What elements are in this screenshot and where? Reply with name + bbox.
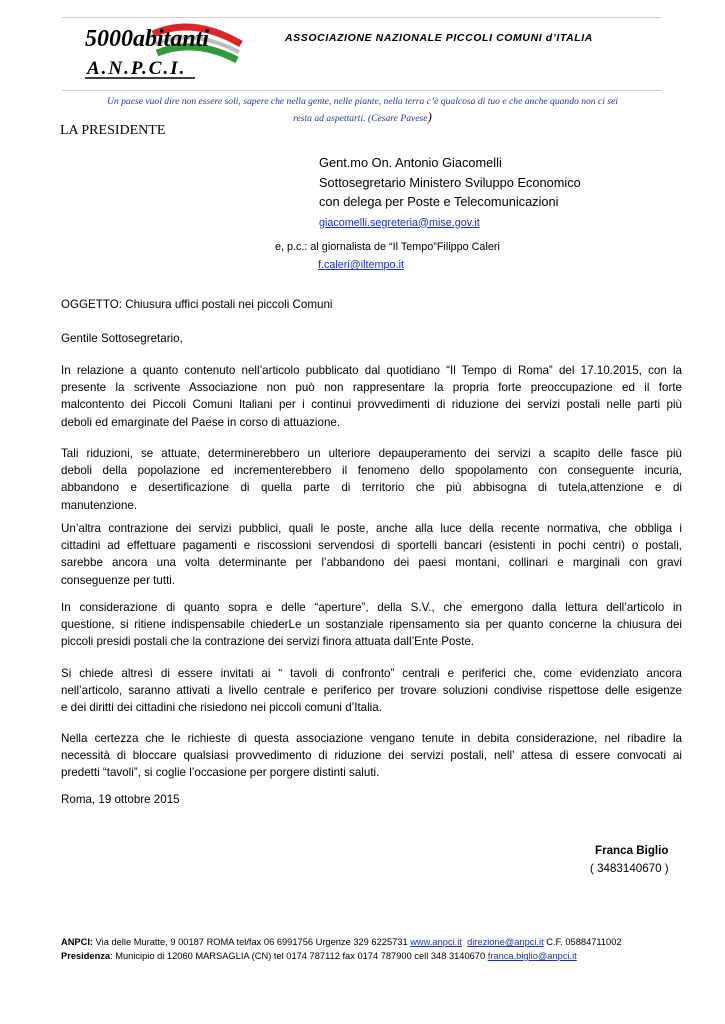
letter-date: Roma, 19 ottobre 2015: [61, 793, 180, 806]
paragraph-line: predetti “tavoli”, si coglie l’occasione per porgere distinti saluti.: [61, 766, 380, 780]
paragraph-1: [61, 362, 682, 431]
motto-paren: ): [427, 109, 432, 124]
paragraph-line: deboli ed emarginate del Paese in corso di attuazione.: [61, 415, 341, 429]
footer-website-link[interactable]: www.anpci.it: [410, 937, 462, 947]
paragraph-line: In considerazione di quanto sopra e delle “aperture”, della S.V., che emergono dalla lettura dell’articolo in: [61, 601, 682, 614]
footer-tax-code: C.F. 05884711002: [543, 937, 622, 947]
paragraph-line: malcontento dei Piccoli Comuni Italiani per i continui provvedimenti di riduzione dei servizi postali nelle parti più: [61, 398, 682, 412]
paragraph-line: questione, si ritiene indispensabile chiederLe un sostanziale ripensamento sia per quanto concerne la chiusura dei: [61, 618, 682, 632]
recipient-block: [319, 153, 581, 233]
footer-president-email-link[interactable]: franca.biglio@anpci.it: [487, 950, 577, 961]
paragraph-3: [61, 520, 682, 589]
footer-email-link[interactable]: direzione@anpci.it: [467, 937, 544, 947]
paragraph-line: Tali riduzioni, se attuate, determinerebbero un ulteriore depauperamento dei servizi a scapito delle fasce più: [61, 447, 682, 460]
paragraph-line: Nella certezza che le richieste di questa associazione vengano tenute in debita considerazione, nel ribadire la: [61, 732, 682, 745]
cc-label: e, p.c.: al giornalista de “Il Tempo”Filippo Caleri: [275, 241, 500, 253]
paragraph-line: e dei diritti dei cittadini che risiedono nei piccoli comuni d’Italia.: [61, 701, 382, 715]
paragraph-line: abbandono e desertificazione di quella parte di territorio che più abbisogna di tutela,attenzione e di: [61, 481, 682, 495]
motto-line-2: resta ad aspettarti. (Cesare Pavese: [293, 113, 428, 124]
footer-anpci-label: ANPCI:: [61, 937, 94, 947]
paragraph-line: Si chiede altresì di essere invitati ai “ tavoli di confronto” centrali e periferici che, come evidenziato ancora: [61, 667, 682, 680]
cc-block: [275, 238, 500, 274]
paragraph-line: cittadini ad effettuare pagamenti e riscossioni servendosi di sportelli bancari (esistenti in pochi centri) o postali,: [61, 539, 682, 553]
recipient-delegation: con delega per Poste e Telecomunicazioni: [319, 194, 559, 209]
paragraph-5: [61, 665, 682, 717]
signature-phone: ( 3483140670 ): [590, 861, 669, 875]
paragraph-line: In relazione a quanto contenuto nell’articolo pubblicato dal quotidiano “Il Tempo di Roma” del 17.10.2015, con la: [61, 364, 682, 377]
salutation: Gentile Sottosegretario,: [61, 332, 183, 345]
association-name: ASSOCIAZIONE NAZIONALE PICCOLI COMUNI d’ITALIA: [285, 32, 593, 44]
subject-line: OGGETTO: Chiusura uffici postali nei piccoli Comuni: [61, 298, 333, 311]
paragraph-line: deboli della popolazione ed incrementerebbero il fenomeno dello spopolamento con conseguente incuria,: [61, 464, 682, 478]
paragraph-4: [61, 599, 682, 651]
signature-block: [590, 842, 669, 877]
motto-quote: [60, 94, 665, 126]
logo-acronym: A.N.P.C.I.: [87, 58, 187, 79]
logo-number: 5000abitanti: [85, 26, 210, 52]
paragraph-line: nell’articolo, saranno attivati a livello centrale e periferico per trovare soluzioni condivise rispettose delle esigenze: [61, 684, 682, 698]
recipient-email-link[interactable]: giacomelli.segreteria@mise.gov.it: [319, 216, 480, 229]
cc-email-link[interactable]: f.caleri@iltempo.it: [318, 259, 404, 271]
footer-presidency-label: Presidenza: [61, 950, 111, 961]
footer-address: Via delle Muratte, 9 00187 ROMA tel/fax 06 6991756 Urgenze 329 6225731: [93, 937, 411, 947]
paragraph-line: piccoli presidi postali che la contrazione dei servizi finora attuata dall’Ente Poste.: [61, 635, 475, 649]
footer-line-2: [61, 950, 622, 964]
footer: [61, 936, 622, 964]
paragraph-line: Un’altra contrazione dei servizi pubblici, quali le poste, anche alla luce della recente normativa, che obbliga i: [61, 522, 682, 535]
motto-line-1: Un paese vuol dire non essere soli, sapere che nella gente, nelle piante, nella terra c’è qualcosa di tuo e che anche quando non ci sei: [106, 96, 618, 107]
paragraph-line: manutenzione.: [61, 498, 138, 512]
paragraph-2: [61, 445, 682, 514]
recipient-role: Sottosegretario Ministero Sviluppo Economico: [319, 174, 581, 190]
paragraph-line: necessità di bloccare qualsiasi provvedimento di riduzione dei servizi postali, nell’ attesa di essere convocati ai: [61, 749, 682, 763]
paragraph-line: conseguenze per tutti.: [61, 573, 176, 587]
paragraph-line: presente la scrivente Associazione non può non rappresentare la propria forte preoccupazione ed il forte: [61, 381, 682, 395]
anpci-logo: [83, 20, 243, 86]
paragraph-6: [61, 730, 682, 782]
signature-name: Franca Biglio: [595, 844, 669, 857]
footer-line-1: [61, 936, 622, 950]
footer-presidency-address: : Municipio di 12060 MARSAGLIA (CN) tel 0174 787112 fax 0174 787900 cell 348 3140670: [110, 950, 488, 961]
paragraph-line: sarebbe ancora una volta determinante per l’abbandono dei paesi montani, collinari e marginali con gravi: [61, 556, 682, 570]
recipient-name: Gent.mo On. Antonio Giacomelli: [319, 155, 502, 170]
sender-title: LA PRESIDENTE: [60, 123, 166, 138]
